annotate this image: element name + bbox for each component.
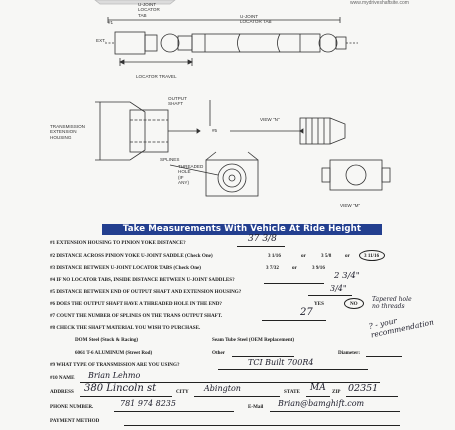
- payment-line[interactable]: [124, 425, 400, 426]
- q9-answer[interactable]: TCI Built 700R4: [248, 358, 314, 367]
- q2-opt-1[interactable]: 3 1/16: [268, 253, 281, 259]
- state-answer[interactable]: MA: [310, 383, 326, 393]
- q8-opt-dom[interactable]: DOM Steel (Stock & Racing): [75, 337, 139, 343]
- website-text: www.mydriveshaftsite.com: [350, 0, 409, 6]
- q2-or-2: or: [345, 253, 350, 259]
- phone-label: PHONE NUMBER.: [50, 404, 94, 410]
- q2-opt-3[interactable]: 3 11/16: [364, 253, 380, 259]
- phone-line: [114, 411, 234, 412]
- q2-selected-circle: [359, 250, 385, 261]
- q6-label: #6 DOES THE OUTPUT SHAFT HAVE A THREADED HOLE IN THE END?: [50, 301, 222, 307]
- q6-yes[interactable]: YES: [314, 301, 324, 307]
- q6-no[interactable]: NO: [350, 301, 358, 307]
- address-label: ADDRESS: [50, 389, 74, 395]
- q1-line: [237, 246, 285, 247]
- address-line: [80, 396, 172, 397]
- q2-or-1: or: [301, 253, 306, 259]
- q4-line: [264, 283, 324, 284]
- q10-label: #10 NAME: [50, 375, 75, 381]
- address-answer[interactable]: 380 Lincoln st: [84, 383, 157, 394]
- q7-label: #7 COUNT THE NUMBER OF SPLINES ON THE TRANS OUTPUT SHAFT.: [50, 313, 223, 319]
- q1-answer[interactable]: 37 3/8: [248, 234, 277, 244]
- q8-other-label: Other: [212, 350, 226, 356]
- city-label: CITY: [176, 389, 189, 395]
- q4-label: #4 IF NO LOCATOR TABS, INSIDE DISTANCE BETWEEN U-JOINT SADDLES?: [50, 277, 235, 283]
- q8-diameter-line[interactable]: [366, 356, 402, 357]
- q5-label: #5 DISTANCE BETWEEN END OF OUTPUT SHAFT AND EXTENSION HOUSING?: [50, 289, 242, 295]
- label-ext: EXT.: [96, 38, 106, 43]
- label-threaded: THREADED HOLE (IF ANY): [178, 164, 204, 186]
- email-answer[interactable]: Brian@bamghift.com: [278, 399, 365, 408]
- label-transmission: TRANSMISSION EXTENSION HOUSING: [50, 124, 85, 140]
- q5-line: [308, 295, 352, 296]
- q8-opt-seam[interactable]: Seam Tube Steel (OEM Replacement): [212, 337, 295, 343]
- label-travel: LOCATOR TRAVEL: [136, 74, 177, 79]
- q6-selected-circle: [344, 298, 364, 309]
- q8-opt-alum[interactable]: 6061 T-6 ALUMINUM (Street Rod): [75, 350, 153, 356]
- q4-answer[interactable]: 2 3/4": [334, 271, 360, 281]
- q2-opt-2[interactable]: 3 5/8: [321, 253, 332, 259]
- q9-line: [218, 369, 368, 370]
- label-dim5: #5: [212, 128, 218, 133]
- q3-label: #3 DISTANCE BETWEEN U-JOINT LOCATOR TABS (Check One): [50, 265, 201, 271]
- zip-answer[interactable]: 02351: [348, 383, 379, 394]
- label-tab-top: U-JOINT LOCATOR TAB: [240, 14, 272, 25]
- q10-answer[interactable]: Brian Lehmo: [88, 371, 141, 380]
- q3-opt-1[interactable]: 3 7/32: [266, 265, 279, 271]
- label-tab-left: U-JOINT LOCATOR TAB: [138, 2, 160, 18]
- label-view-m: VIEW "M": [340, 203, 361, 208]
- q2-label: #2 DISTANCE ACROSS PINION YOKE U-JOINT SADDLE (Check One): [50, 253, 213, 259]
- q9-label: #9 WHAT TYPE OF TRANSMISSION ARE YOU USING?: [50, 362, 180, 368]
- email-line: [270, 411, 400, 412]
- q7-answer[interactable]: 27: [300, 307, 313, 318]
- instruction-banner: [102, 224, 382, 235]
- banner-title: Take Measurements With Vehicle At Ride Height: [122, 224, 362, 234]
- state-line: [306, 396, 330, 397]
- q3-or: or: [292, 265, 297, 271]
- phone-answer[interactable]: 781 974 8235: [120, 399, 176, 408]
- q5-answer[interactable]: 3/4": [330, 284, 347, 293]
- q7-line: [262, 320, 326, 321]
- q8-note: ? - your recommendation: [368, 316, 435, 340]
- state-label: STATE: [284, 389, 300, 395]
- label-dim1: #1: [108, 20, 114, 25]
- label-view-n: VIEW "N": [260, 117, 280, 122]
- q8-other-line[interactable]: [232, 356, 294, 357]
- q3-opt-2[interactable]: 3 9/16: [312, 265, 325, 271]
- zip-line: [346, 396, 398, 397]
- email-label: E-Mail: [248, 404, 264, 410]
- q1-label: #1 EXTENSION HOUSING TO PINION YOKE DISTANCE?: [50, 240, 186, 246]
- city-answer[interactable]: Abington: [204, 384, 241, 393]
- q8-diameter-label: Diameter:: [338, 350, 361, 356]
- label-splines: SPLINES: [160, 157, 180, 162]
- city-line: [194, 396, 280, 397]
- q6-note: Tapered hole no threads: [372, 296, 412, 310]
- payment-label: PAYMENT METHOD: [50, 418, 100, 424]
- q8-label: #8 CHECK THE SHAFT MATERIAL YOU WISH TO PURCHASE.: [50, 325, 201, 331]
- label-output-shaft: OUTPUT SHAFT: [168, 96, 187, 107]
- zip-label: ZIP: [332, 389, 341, 395]
